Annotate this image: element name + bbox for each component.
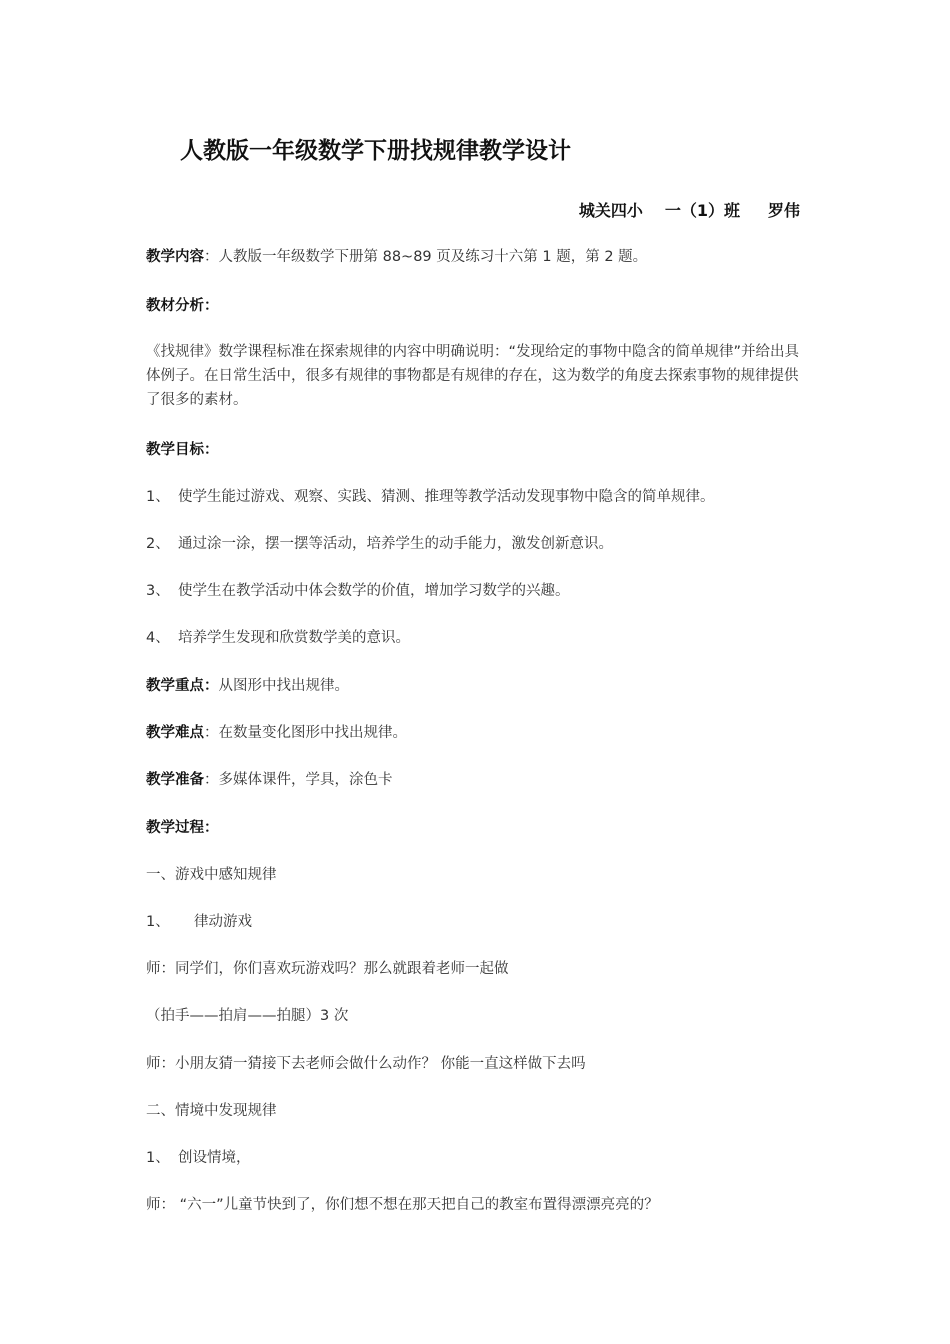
content-sep: ： (204, 249, 219, 265)
content-text: 人教版一年级数学下册第 88~89 页及练习十六第 1 题，第 2 题。 (218, 249, 648, 265)
preparation-section (146, 768, 393, 789)
process-number: 1、 (146, 914, 170, 930)
goal-text: 使学生在教学活动中体会数学的价值，增加学习数学的兴趣。 (178, 583, 570, 599)
analysis-paragraph: 《找规律》数学课程标准在探索规律的内容中明确说明：“发现给定的事物中隐含的简单规律”并给出具体例子。在日常生活中，很多有规律的事物都是有规律的存在，这为数学的角度去探索事物的规律提供了很多的素材。 (146, 344, 800, 408)
process-label: 教学过程： (146, 820, 219, 836)
process-line: 二、情境中发现规律 (146, 1103, 277, 1119)
difficulty-section (146, 721, 407, 742)
goal-number: 2、 (146, 536, 170, 552)
process-text: 律动游戏 (194, 914, 252, 930)
key-point-section (146, 674, 349, 695)
document-title: 人教版一年级数学下册找规律教学设计 (180, 138, 571, 164)
author-school: 城关四小 (578, 201, 643, 220)
goal-item (146, 532, 613, 553)
author-byline (579, 198, 800, 221)
goal-text: 通过涂一涂，摆一摆等活动，培养学生的动手能力，激发创新意识。 (178, 536, 613, 552)
preparation-text: 多媒体课件，学具，涂色卡 (218, 772, 393, 788)
content-label: 教学内容 (146, 249, 204, 265)
goal-item (146, 579, 570, 600)
process-line: 师： “六一”儿童节快到了，你们想不想在那天把自己的教室布置得漂漂亮亮的？ (146, 1197, 659, 1213)
process-line (146, 910, 252, 931)
preparation-label: 教学准备 (146, 772, 204, 788)
difficulty-sep: ： (204, 725, 219, 741)
goal-number: 1、 (146, 489, 170, 505)
analysis-label: 教材分析： (146, 298, 219, 314)
difficulty-text: 在数量变化图形中找出规律。 (218, 725, 407, 741)
goal-text: 培养学生发现和欣赏数学美的意识。 (178, 630, 410, 646)
goal-item (146, 626, 410, 647)
process-number: 1、 (146, 1150, 170, 1166)
process-line: 一、游戏中感知规律 (146, 867, 277, 883)
goal-item (146, 485, 715, 506)
process-line: 师：同学们，你们喜欢玩游戏吗？那么就跟着老师一起做 (146, 961, 509, 977)
author-class: 一（1）班 (664, 201, 740, 220)
process-line: （拍手——拍肩——拍腿）3 次 (146, 1008, 349, 1024)
content-section (146, 245, 647, 266)
process-text: 创设情境， (178, 1150, 251, 1166)
goal-number: 4、 (146, 630, 170, 646)
goals-label: 教学目标： (146, 442, 219, 458)
process-line: 师：小朋友猜一猜接下去老师会做什么动作？ 你能一直这样做下去吗 (146, 1056, 586, 1072)
goal-text: 使学生能过游戏、观察、实践、猜测、推理等教学活动发现事物中隐含的简单规律。 (178, 489, 715, 505)
key-point-text: 从图形中找出规律。 (218, 678, 349, 694)
preparation-sep: ： (204, 772, 219, 788)
author-name: 罗伟 (767, 201, 800, 220)
process-line (146, 1146, 251, 1167)
difficulty-label: 教学难点 (146, 725, 204, 741)
key-point-label: 教学重点： (146, 678, 219, 694)
goal-number: 3、 (146, 583, 170, 599)
